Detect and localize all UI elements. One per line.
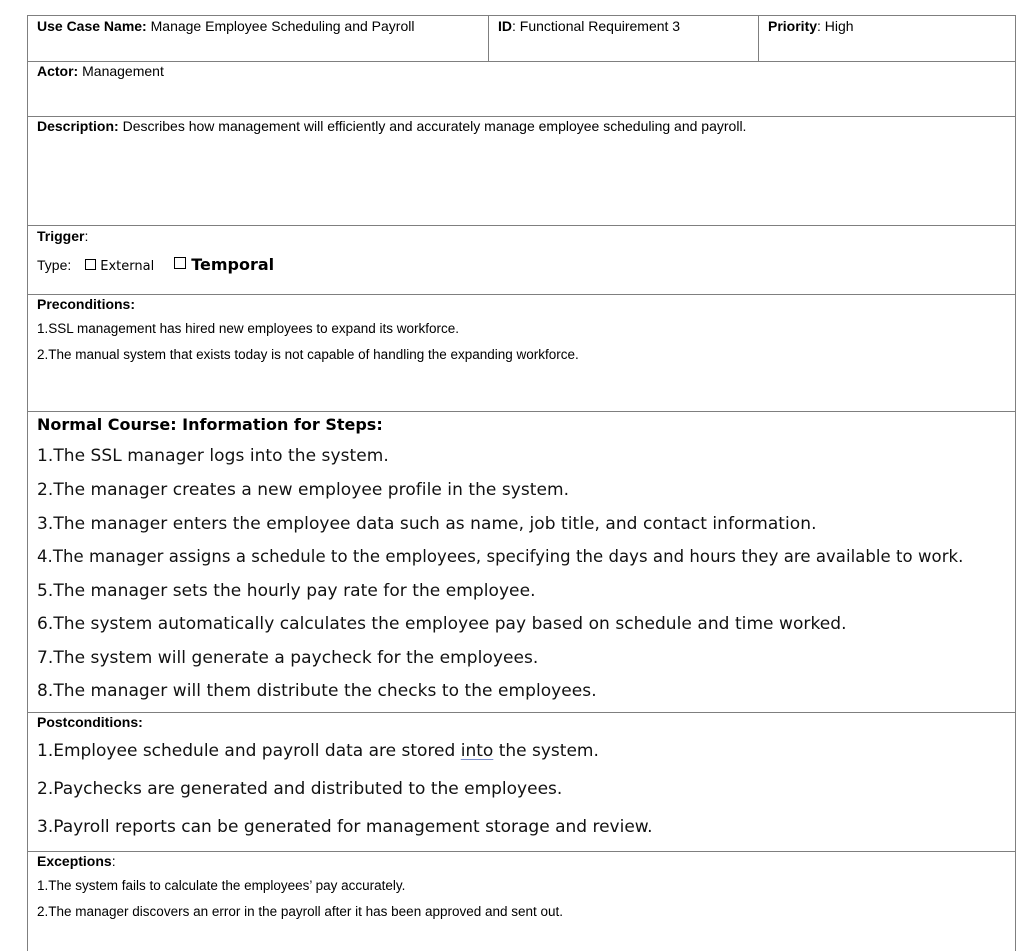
postcondition-item-text: the system. (493, 741, 599, 761)
temporal-checkbox[interactable] (174, 257, 186, 269)
normal-course-step: 7.The system will generate a paycheck for the employees. (37, 648, 539, 668)
row-divider-postconditions (27, 851, 1016, 852)
exceptions-heading (37, 853, 116, 869)
postcondition-item: 2.Paychecks are generated and distributed to the employees. (37, 779, 563, 799)
use-case-name (37, 18, 414, 34)
normal-course-heading: Normal Course: Information for Steps: (37, 415, 383, 434)
normal-course-step: 4.The manager assigns a schedule to the employees, specifying the days and hours they are available to work. (37, 547, 964, 566)
exceptions-label: Exceptions (37, 853, 112, 869)
row-divider-description (27, 225, 1016, 226)
row-divider-normal-course (27, 712, 1016, 713)
row-divider-trigger (27, 294, 1016, 295)
description-label: Description: (37, 118, 119, 134)
normal-course-step: 8.The manager will them distribute the checks to the employees. (37, 681, 597, 701)
row-divider-preconditions (27, 411, 1016, 412)
row-divider-header (27, 61, 1016, 62)
trigger-label: Trigger (37, 228, 85, 244)
preconditions-heading: Preconditions: (37, 296, 136, 312)
table-border-left (27, 15, 28, 951)
exception-item: 2.The manager discovers an error in the payroll after it has been approved and sent out. (37, 904, 564, 919)
trigger-type (37, 255, 274, 275)
exceptions-colon: : (111, 853, 116, 869)
actor (37, 63, 164, 79)
normal-course-step: 6.The system automatically calculates the employee pay based on schedule and time worked. (37, 614, 847, 634)
precondition-item: 1.SSL management has hired new employees to expand its workforce. (37, 321, 459, 336)
normal-course-step: 2.The manager creates a new employee profile in the system. (37, 480, 570, 500)
description (37, 118, 746, 134)
actor-value: Management (82, 63, 164, 79)
postcondition-item (37, 741, 599, 761)
col-divider-id (488, 15, 489, 61)
use-case-name-label: Use Case Name: (37, 18, 147, 34)
requirement-id-value: : Functional Requirement 3 (512, 18, 681, 34)
trigger-type-label: Type: (37, 257, 72, 273)
priority (768, 18, 854, 34)
col-divider-priority (758, 15, 759, 61)
requirement-id-label: ID (498, 18, 512, 34)
postcondition-item-text: 1.Employee schedule and payroll data are stored (37, 741, 461, 761)
trigger-colon: : (84, 228, 89, 244)
requirement-id (498, 18, 680, 34)
row-divider-actor (27, 116, 1016, 117)
exception-item: 1.The system fails to calculate the employees’ pay accurately. (37, 878, 406, 893)
use-case-name-value: Manage Employee Scheduling and Payroll (150, 18, 415, 34)
postcondition-underlined-word: into (460, 741, 494, 761)
normal-course-step: 1.The SSL manager logs into the system. (37, 446, 389, 466)
postcondition-item: 3.Payroll reports can be generated for management storage and review. (37, 817, 653, 837)
table-border-top (27, 15, 1016, 16)
actor-label: Actor: (37, 63, 79, 79)
normal-course-step: 5.The manager sets the hourly pay rate for the employee. (37, 581, 536, 601)
priority-value: : High (817, 18, 854, 34)
description-value: Describes how management will efficiently and accurately manage employee scheduling and payroll. (122, 118, 747, 134)
external-checkbox[interactable] (85, 259, 96, 270)
postconditions-heading: Postconditions: (37, 714, 143, 730)
table-border-right (1015, 15, 1016, 951)
priority-label: Priority (768, 18, 818, 34)
normal-course-step: 3.The manager enters the employee data such as name, job title, and contact information. (37, 514, 817, 534)
temporal-option-label: Temporal (191, 255, 275, 274)
precondition-item: 2.The manual system that exists today is not capable of handling the expanding workforce. (37, 347, 579, 362)
trigger (37, 228, 88, 244)
external-option-label: External (100, 259, 155, 274)
